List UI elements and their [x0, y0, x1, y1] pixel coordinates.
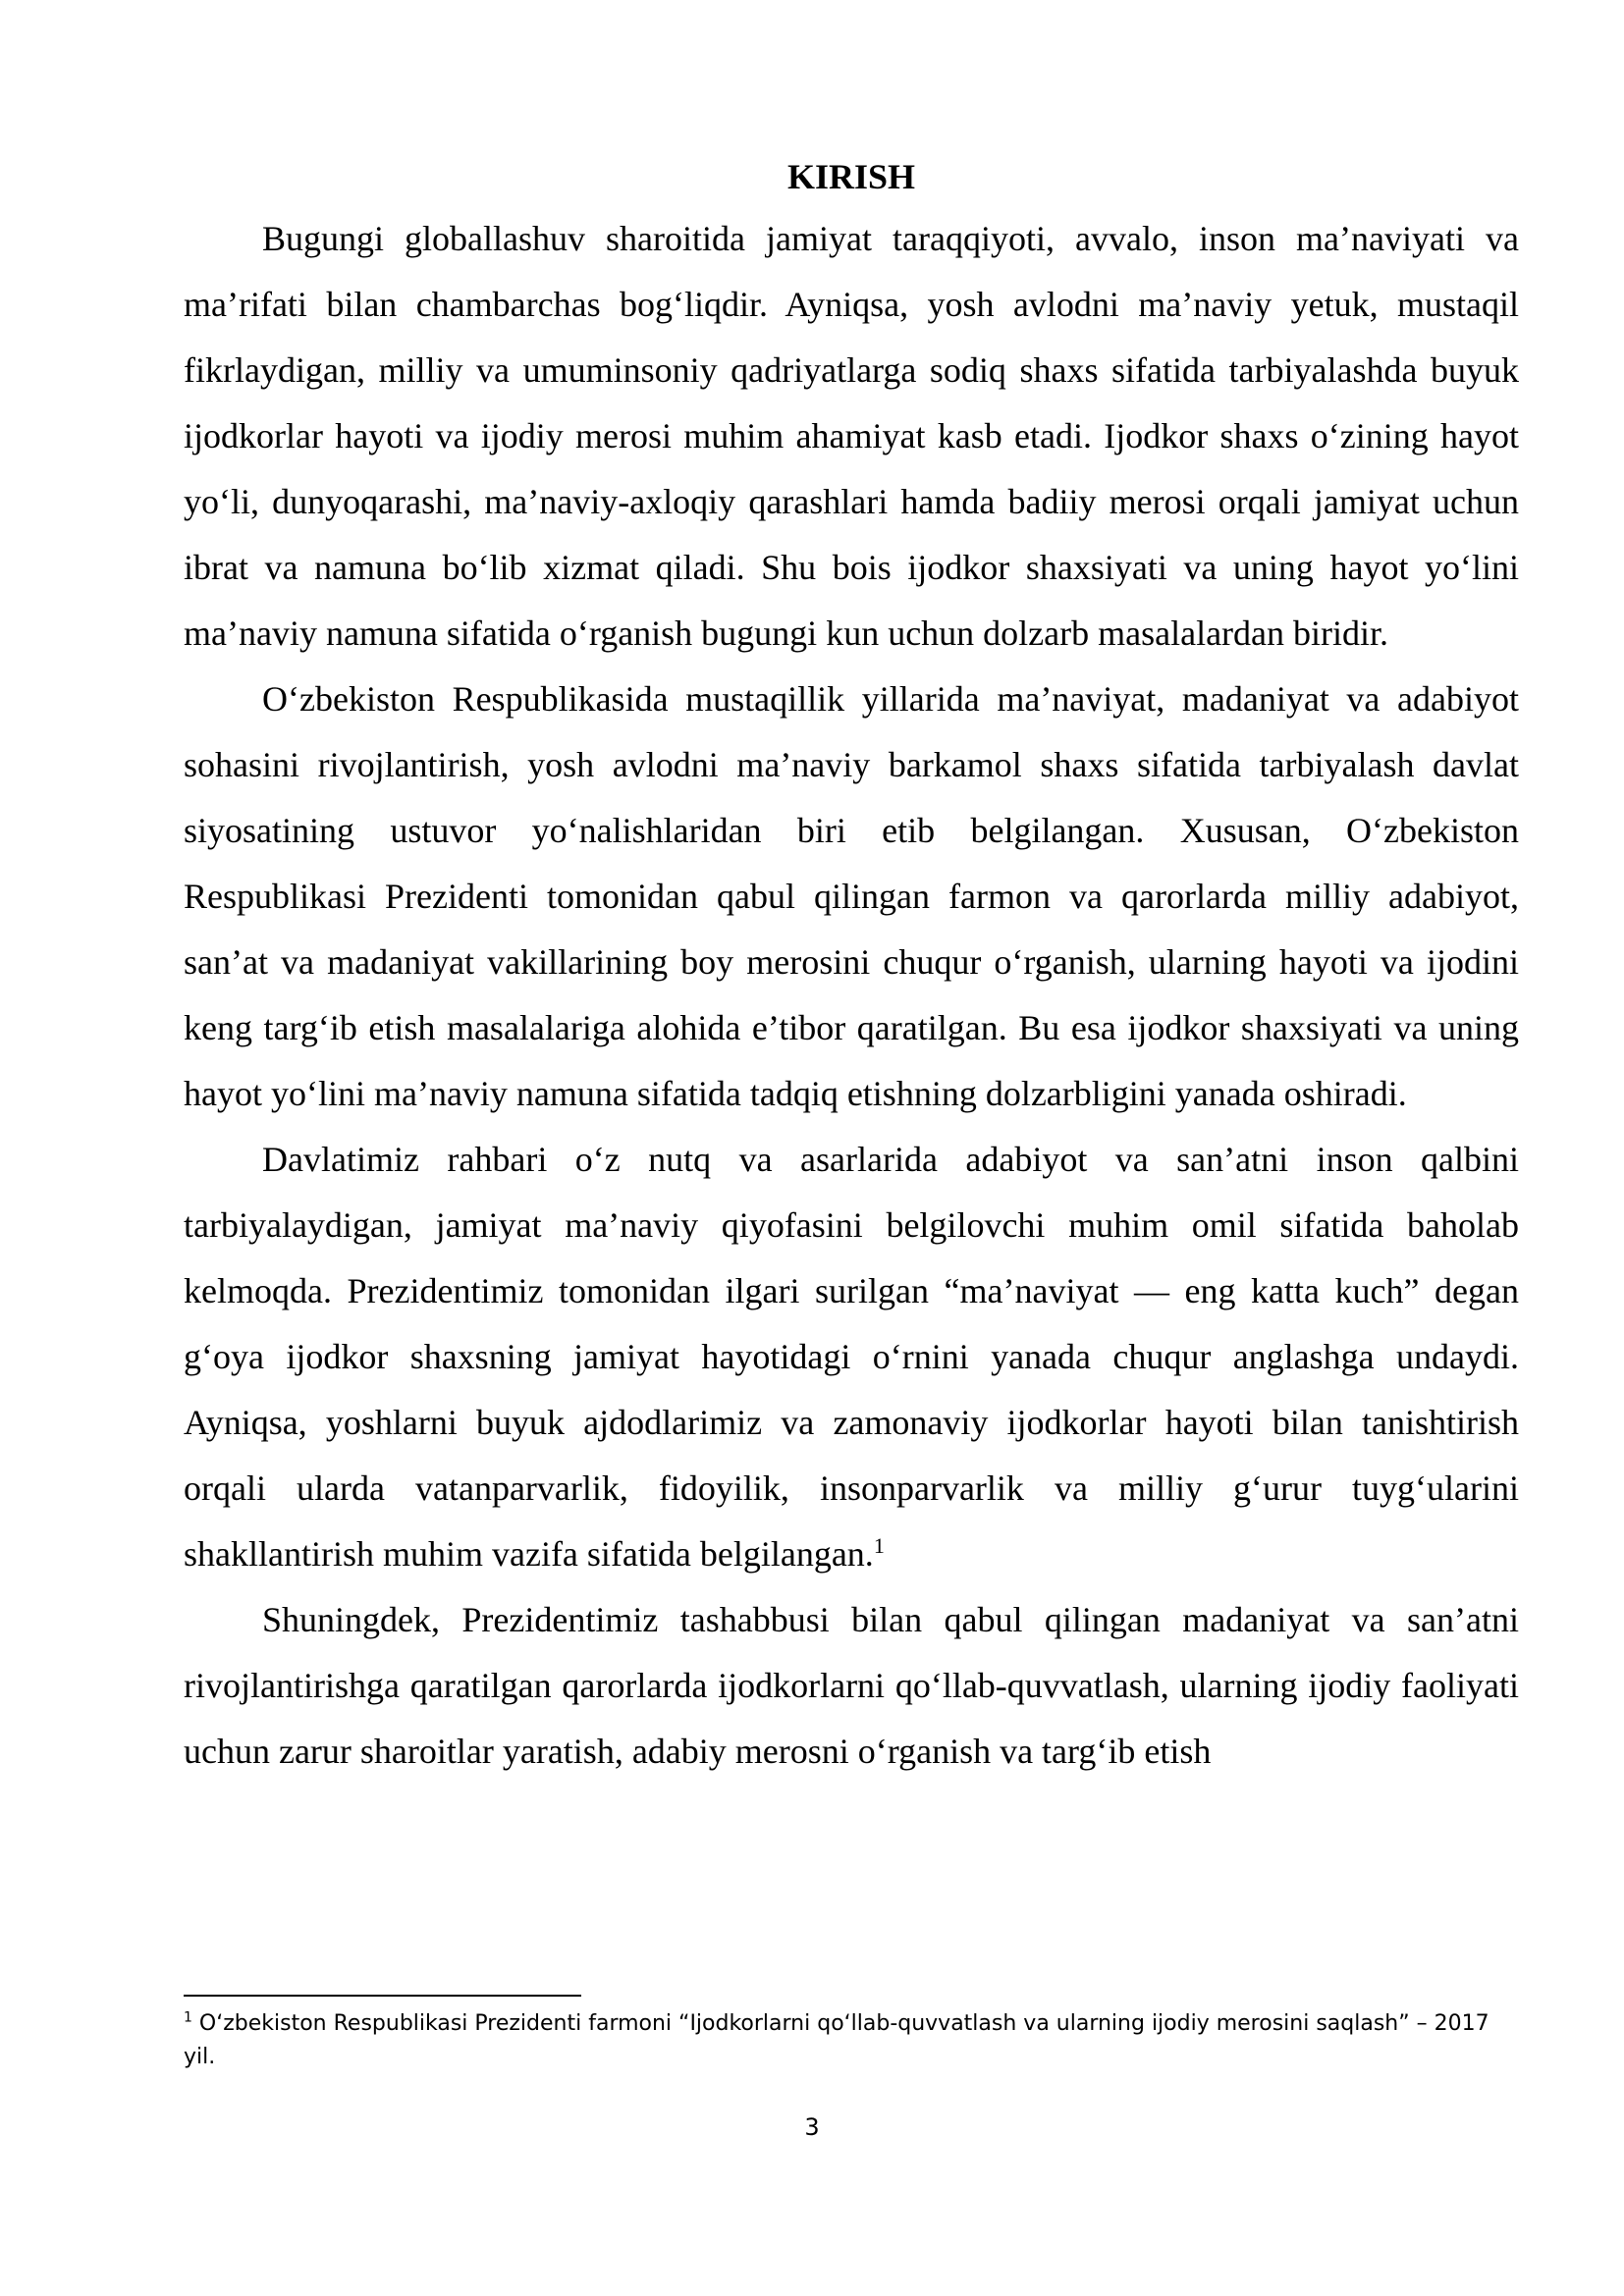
footnote-text: O‘zbekiston Respublikasi Prezidenti farmoni “Ijodkorlarni qo‘llab-quvvatlash va ularning ijodiy merosini saqlash” – 2017 yil.: [184, 2011, 1489, 2069]
paragraph-3: [184, 1127, 1519, 1587]
paragraph-2: O‘zbekiston Respublikasida mustaqillik yillarida ma’naviyat, madaniyat va adabiyot sohasini rivojlantirish, yosh avlodni ma’naviy barkamol shaxs sifatida tarbiyalash davlat siyosatining ustuvor yo‘nalishlaridan biri etib belgilangan. Xususan, O‘zbekiston Respublikasi Prezidenti tomonidan qabul qilingan farmon va qarorlarda milliy adabiyot, san’at va madaniyat vakillarining boy merosini chuqur o‘rganish, ularning hayoti va ijodini keng targ‘ib etish masalalariga alohida e’tibor qaratilgan. Bu esa ijodkor shaxsiyati va uning hayot yo‘lini ma’naviy namuna sifatida tadqiq etishning dolzarbligini yanada oshiradi.: [184, 679, 1519, 1113]
footnote-separator: [184, 1995, 581, 1997]
paragraph-3-text: Davlatimiz rahbari o‘z nutq va asarlarida adabiyot va san’atni inson qalbini tarbiyalaydigan, jamiyat ma’naviy qiyofasini belgilovchi muhim omil sifatida baholab kelmoqda. Prezidentimiz tomonidan ilgari surilgan “ma’naviyat — eng katta kuch” degan g‘oya ijodkor shaxsning jamiyat hayotidagi o‘rnini yanada chuqur anglashga undaydi. Ayniqsa, yoshlarni buyuk ajdodlarimiz va zamonaviy ijodkorlar hayoti bilan tanishtirish orqali ularda vatanparvarlik, fidoyilik, insonparvarlik va milliy g‘urur tuyg‘ularini shakllantirish muhim vazifa sifatida belgilangan.: [184, 1140, 1519, 1574]
page-number: 3: [804, 2113, 820, 2141]
paragraph-4: Shuningdek, Prezidentimiz tashabbusi bilan qabul qilingan madaniyat va san’atni rivojlantirishga qaratilgan qarorlarda ijodkorlarni qo‘llab-quvvatlash, ularning ijodiy faoliyati uchun zarur sharoitlar yaratish, adabiy merosni o‘rganish va targ‘ib etish: [184, 1600, 1519, 1771]
footnote-reference[interactable]: 1: [873, 1533, 885, 1558]
footnote: [184, 2007, 1519, 2074]
footnote-number: 1: [184, 2009, 192, 2026]
paragraph-1: Bugungi globallashuv sharoitida jamiyat taraqqiyoti, avvalo, inson ma’naviyati va ma’rifati bilan chambarchas bog‘liqdir. Ayniqsa, yosh avlodni ma’naviy yetuk, mustaqil fikrlaydigan, milliy va umuminsoniy qadriyatlarga sodiq shaxs sifatida tarbiyalashda buyuk ijodkorlar hayoti va ijodiy merosi muhim ahamiyat kasb etadi. Ijodkor shaxs o‘zining hayot yo‘li, dunyoqarashi, ma’naviy-axloqiy qarashlari hamda badiiy merosi orqali jamiyat uchun ibrat va namuna bo‘lib xizmat qiladi. Shu bois ijodkor shaxsiyati va uning hayot yo‘lini ma’naviy namuna sifatida o‘rganish bugungi kun uchun dolzarb masalalardan biridir.: [184, 219, 1519, 653]
page-content: [184, 149, 1519, 1785]
section-title: KIRISH: [786, 157, 916, 196]
